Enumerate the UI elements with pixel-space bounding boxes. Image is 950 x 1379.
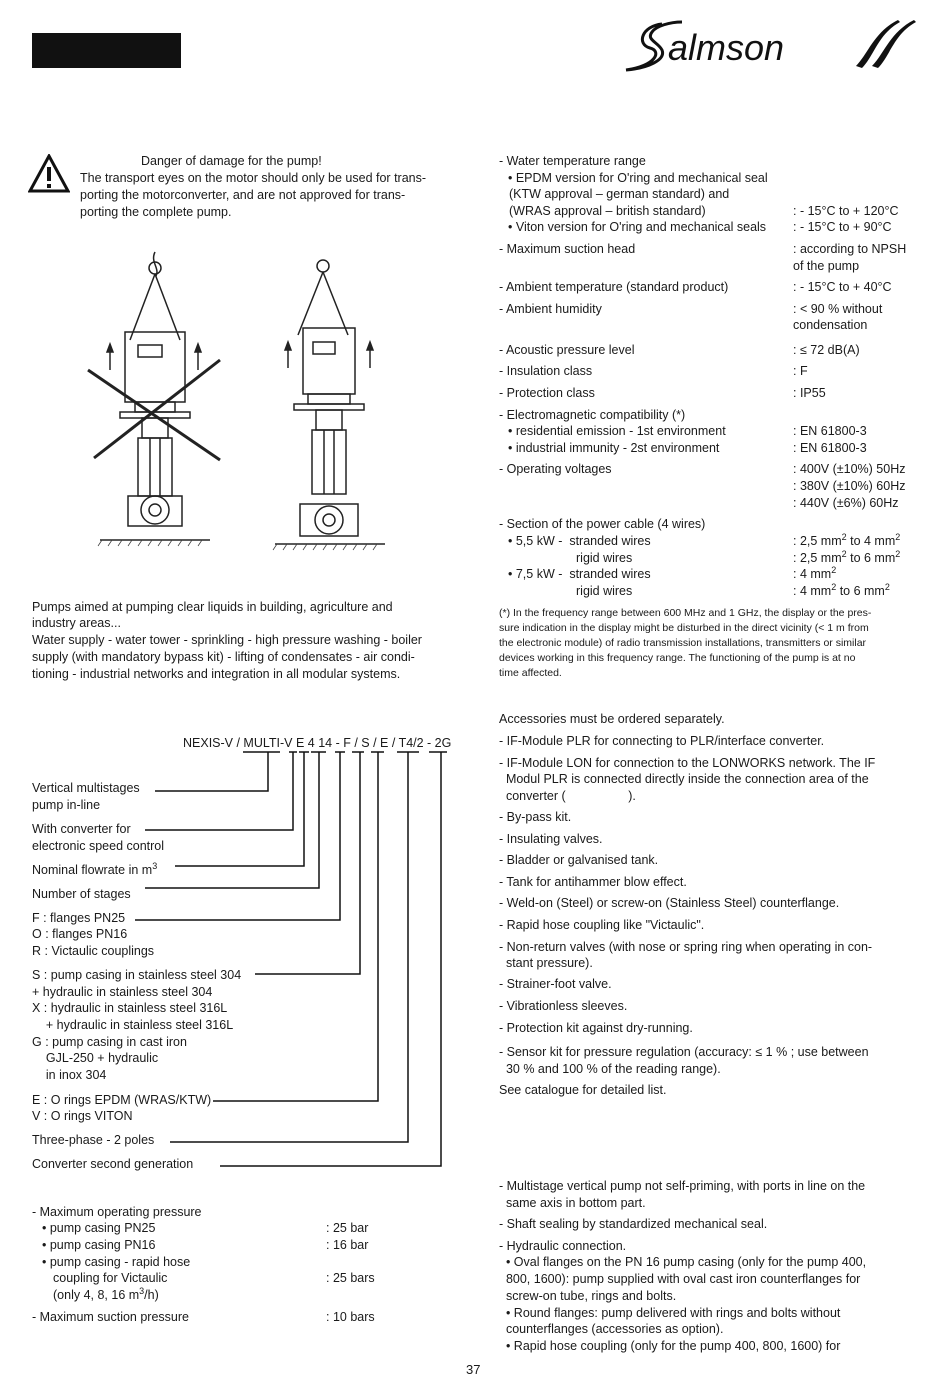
description-item: - Multistage vertical pump not self-priming, with ports in line on the xyxy=(499,1179,866,1193)
spec-line: - Ambient humidity xyxy=(499,302,602,316)
spec-line: - Ambient temperature (standard product) xyxy=(499,280,729,294)
description-item: screw-on tube, rings and bolts. xyxy=(499,1289,677,1303)
spec-value: condensation xyxy=(793,318,868,332)
code-label: S : pump casing in stainless steel 304 xyxy=(32,968,242,982)
spec-value: : 400V (±10%) 50Hz xyxy=(793,462,906,476)
spec-line: - Acoustic pressure level xyxy=(499,343,635,357)
code-label: Nominal flowrate in $m^3$ xyxy=(32,860,158,877)
footnote-line: devices working in this frequency range. The functioning of the pump is at no xyxy=(499,652,856,664)
code-label: G : pump casing in cast iron xyxy=(32,1035,187,1049)
application-line: tioning - industrial networks and integration in all modular systems. xyxy=(32,667,401,681)
code-label: Three-phase - 2 poles xyxy=(32,1133,155,1147)
code-label: E : O rings EPDM (WRAS/KTW) xyxy=(32,1093,212,1107)
footnote-line: sure indication in the display might be disturbed in the direct vicinity (< 1 m from xyxy=(499,622,869,634)
pressure-line: • pump casing PN25 xyxy=(42,1221,156,1235)
application-line: supply (with mandatory bypass kit) - lifting of condensates - air condi- xyxy=(32,650,415,664)
spec-value: : 4 $mm^2$ xyxy=(793,564,837,581)
code-label: R : Victaulic couplings xyxy=(32,944,155,958)
pressure-value: : 25 bars xyxy=(326,1271,375,1285)
spec-value: : 2,5 $mm^2$ to 6 $mm^2$ xyxy=(793,548,901,565)
code-label: Number of stages xyxy=(32,887,131,901)
description-item: 800, 1600): pump supplied with oval cast iron counterflanges for xyxy=(499,1272,861,1286)
accessory-item: - Weld-on (Steel) or screw-on (Stainless Steel) counterflange. xyxy=(499,896,840,910)
header-black-bar xyxy=(32,33,181,68)
application-line: industry areas... xyxy=(32,616,121,630)
accessory-item: - Strainer-foot valve. xyxy=(499,977,612,991)
code-label: With converter for xyxy=(32,822,131,836)
spec-value: : < 90 % without xyxy=(793,302,883,316)
warning-line: The transport eyes on the motor should only be used for trans- xyxy=(80,171,427,185)
code-label: Vertical multistages xyxy=(32,781,140,795)
warning-title: Danger of damage for the pump! xyxy=(141,154,322,168)
spec-value: : IP55 xyxy=(793,386,826,400)
pressure-line: - Maximum suction pressure xyxy=(32,1310,189,1324)
spec-line: • EPDM version for O'ring and mechanical seal xyxy=(508,171,768,185)
pressure-line: - Maximum operating pressure xyxy=(32,1205,202,1219)
description-item: • Oval flanges on the PN 16 pump casing (only for the pump 400, xyxy=(499,1255,867,1269)
spec-line: • 5,5 kW - stranded wires xyxy=(508,534,651,548)
accessory-item: - Insulating valves. xyxy=(499,832,603,846)
pressure-value: : 10 bars xyxy=(326,1310,375,1324)
spec-line: • residential emission - 1st environment xyxy=(508,424,726,438)
spec-value: : - 15°C to + 120°C xyxy=(793,204,899,218)
accessory-item: - Non-return valves (with nose or spring ring when operating in con- xyxy=(499,940,873,954)
code-label: V : O rings VITON xyxy=(32,1109,133,1123)
spec-line: rigid wires xyxy=(576,584,633,598)
spec-value: : ≤ 72 dB(A) xyxy=(793,343,860,357)
code-label: electronic speed control xyxy=(32,839,165,853)
pressure-value: : 25 bar xyxy=(326,1221,369,1235)
spec-line: - Operating voltages xyxy=(499,462,612,476)
spec-value: : - 15°C to + 90°C xyxy=(793,220,892,234)
spec-value: : 4 $mm^2$ to 6 $mm^2$ xyxy=(793,581,890,598)
spec-line: (WRAS approval – british standard) xyxy=(509,204,706,218)
accessory-item: - Vibrationless sleeves. xyxy=(499,999,628,1013)
warning-icon xyxy=(28,154,70,194)
description-item: • Round flanges: pump delivered with rings and bolts without xyxy=(499,1306,841,1320)
pressure-line: • pump casing - rapid hose xyxy=(42,1255,191,1269)
spec-line: - Water temperature range xyxy=(499,154,646,168)
accessory-item: - Sensor kit for pressure regulation (accuracy: ≤ 1 % ; use between xyxy=(499,1045,869,1059)
spec-line: - Maximum suction head xyxy=(499,242,636,256)
pressure-line: (only 4, 8, 16 $m^3/h$) xyxy=(53,1285,159,1302)
spec-line: • industrial immunity - 2st environment xyxy=(508,441,720,455)
accessories-intro: Accessories must be ordered separately. xyxy=(499,712,725,726)
spec-line: - Insulation class xyxy=(499,364,593,378)
spec-value: : 440V (±6%) 60Hz xyxy=(793,496,899,510)
code-label: F : flanges PN25 xyxy=(32,911,126,925)
application-line: Water supply - water tower - sprinkling - high pressure washing - boiler xyxy=(32,633,422,647)
spec-line: - Electromagnetic compatibility (*) xyxy=(499,408,686,422)
spec-value: of the pump xyxy=(793,259,860,273)
warning-line: porting the motorconverter, and are not approved for trans- xyxy=(80,188,406,202)
salmson-logo xyxy=(622,14,918,74)
code-label: GJL-250 + hydraulic xyxy=(32,1051,159,1065)
warning-line: porting the complete pump. xyxy=(80,205,232,219)
pressure-line: coupling for Victaulic xyxy=(53,1271,168,1285)
svg-text:almson: almson xyxy=(668,27,785,68)
model-code: NEXIS-V / MULTI-V E 4 14 - F / S / E / T4/2 - 2G xyxy=(183,736,452,750)
description-item: • Rapid hose coupling (only for the pump 400, 800, 1600) for xyxy=(499,1339,841,1353)
code-label: in inox 304 xyxy=(32,1068,107,1082)
pressure-line: • pump casing PN16 xyxy=(42,1238,156,1252)
spec-line: rigid wires xyxy=(576,551,633,565)
accessory-item: - IF-Module PLR for connecting to PLR/interface converter. xyxy=(499,734,825,748)
code-label: + hydraulic in stainless steel 304 xyxy=(32,985,213,999)
accessory-item: 30 % and 100 % of the reading range). xyxy=(499,1062,721,1076)
footnote-line: time affected. xyxy=(499,667,562,679)
code-label: + hydraulic in stainless steel 316L xyxy=(32,1018,234,1032)
pressure-value: : 16 bar xyxy=(326,1238,369,1252)
spec-value: : 2,5 $mm^2$ to 4 $mm^2$ xyxy=(793,531,901,548)
spec-line: - Section of the power cable (4 wires) xyxy=(499,517,706,531)
description-item: counterflanges (accessories as option). xyxy=(499,1322,724,1336)
application-line: Pumps aimed at pumping clear liquids in building, agriculture and xyxy=(32,600,393,614)
accessory-item: - By-pass kit. xyxy=(499,810,572,824)
spec-line: - Protection class xyxy=(499,386,595,400)
accessory-item: - IF-Module LON for connection to the LONWORKS network. The IF xyxy=(499,756,876,770)
spec-value: : EN 61800-3 xyxy=(793,441,867,455)
accessory-item: - Tank for antihammer blow effect. xyxy=(499,875,687,889)
page-number: 37 xyxy=(466,1362,481,1377)
spec-value: : - 15°C to + 40°C xyxy=(793,280,892,294)
footnote-line: (*) In the frequency range between 600 MHz and 1 GHz, the display or the pres- xyxy=(499,607,872,619)
accessory-item: stant pressure). xyxy=(499,956,593,970)
spec-line: • 7,5 kW - stranded wires xyxy=(508,567,651,581)
accessory-item: - Protection kit against dry-running. xyxy=(499,1021,693,1035)
description-item: - Shaft sealing by standardized mechanical seal. xyxy=(499,1217,768,1231)
spec-value: : F xyxy=(793,364,808,378)
spec-value: : according to NPSH xyxy=(793,242,907,256)
code-label: O : flanges PN16 xyxy=(32,927,128,941)
spec-value: : EN 61800-3 xyxy=(793,424,867,438)
description-item: - Hydraulic connection. xyxy=(499,1239,627,1253)
footnote-line: the electronic module) of radio transmission installations, transmitters or similar xyxy=(499,637,867,649)
accessory-item: - Rapid hose coupling like "Victaulic". xyxy=(499,918,705,932)
accessory-item: Modul PLR is connected directly inside the connection area of the xyxy=(499,772,869,786)
code-label: pump in-line xyxy=(32,798,101,812)
spec-line: (KTW approval – german standard) and xyxy=(509,187,730,201)
code-label: X : hydraulic in stainless steel 316L xyxy=(32,1001,228,1015)
pump-lifting-diagram xyxy=(80,240,410,560)
spec-line: • Viton version for O'ring and mechanical seals xyxy=(508,220,767,234)
accessory-item: - Bladder or galvanised tank. xyxy=(499,853,659,867)
code-label: Converter second generation xyxy=(32,1157,194,1171)
accessory-item: converter ( ). xyxy=(499,789,636,803)
spec-value: : 380V (±10%) 60Hz xyxy=(793,479,906,493)
description-item: same axis in bottom part. xyxy=(499,1196,646,1210)
accessory-item: See catalogue for detailed list. xyxy=(499,1083,667,1097)
